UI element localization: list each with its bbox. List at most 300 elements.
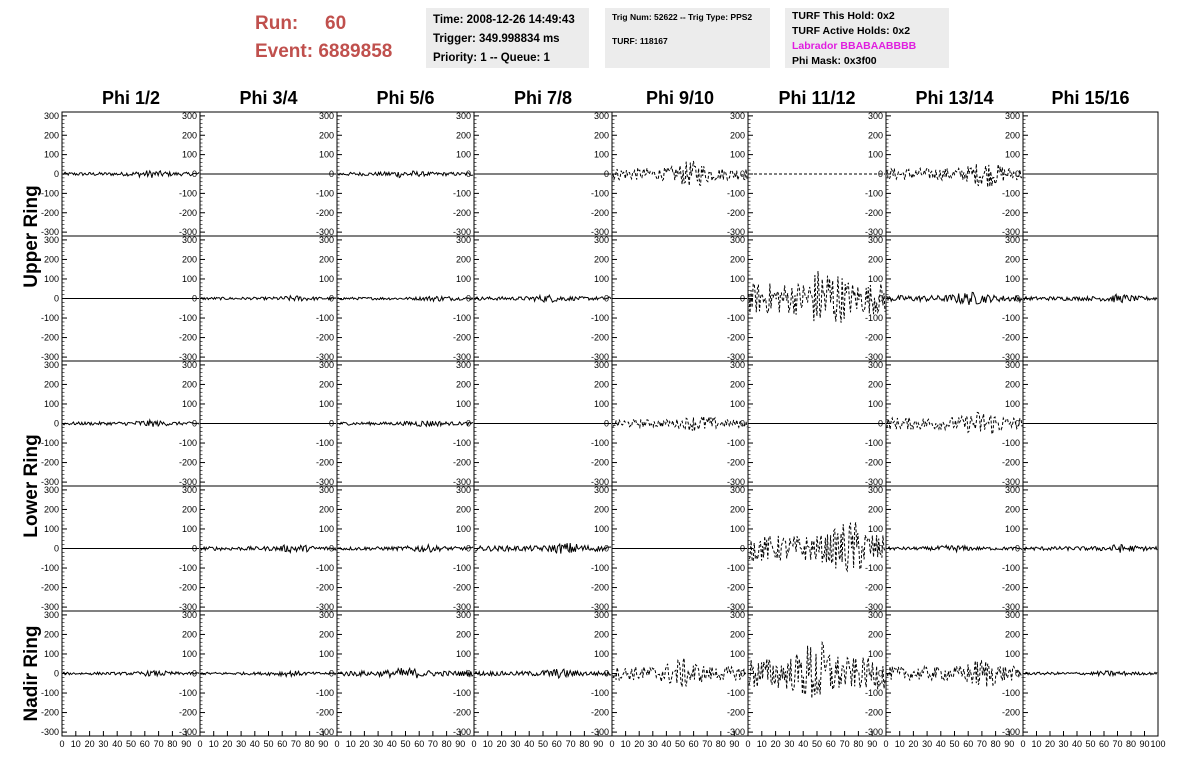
waveform-series: [475, 543, 611, 554]
x-tick-label: 90: [181, 739, 192, 749]
y-tick-label: 100: [729, 273, 745, 284]
y-tick-label: 300: [318, 609, 334, 620]
y-tick-label: 200: [1004, 254, 1020, 265]
x-tick-label: 60: [551, 739, 562, 749]
y-tick-label: 100: [455, 273, 471, 284]
y-tick-label: -300: [315, 352, 334, 363]
y-tick-label: 300: [455, 609, 471, 620]
y-tick-label: 0: [191, 418, 197, 429]
y-tick-label: 0: [191, 169, 197, 179]
y-tick-label: 200: [181, 379, 197, 390]
x-tick-label: 40: [1071, 739, 1083, 749]
y-tick-label: -100: [452, 188, 471, 199]
y-tick-label: 300: [318, 359, 334, 370]
x-tick-label: 40: [386, 739, 397, 749]
y-tick-label: -100: [1001, 313, 1020, 324]
y-tick-label: 100: [181, 398, 197, 409]
x-tick-label: 20: [634, 739, 645, 749]
y-tick-label: 200: [455, 629, 471, 640]
run-label: Run:: [255, 13, 299, 34]
waveform-series: [887, 292, 1022, 305]
y-tick-label: 0: [603, 668, 609, 679]
y-tick-label: -100: [178, 313, 197, 324]
y-tick-label: -200: [1001, 457, 1020, 468]
waveform-series: [887, 412, 1022, 434]
x-tick-label: 40: [935, 739, 946, 749]
y-tick-label: -300: [726, 602, 745, 613]
y-tick-label: 200: [729, 629, 745, 640]
y-tick-label: 300: [1004, 110, 1020, 121]
column-title: Phi 7/8: [513, 88, 573, 108]
y-tick-label: 100: [43, 648, 59, 659]
y-tick-label: -300: [726, 227, 745, 238]
y-tick-label: 0: [465, 293, 471, 304]
time-text: Time: 2008-12-26 14:49:43: [433, 14, 575, 26]
waveform-series: [63, 420, 199, 427]
x-tick-label: 70: [1112, 739, 1123, 749]
x-tick-label: 70: [702, 739, 713, 749]
y-tick-label: -100: [40, 188, 59, 199]
y-tick-label: 0: [328, 543, 334, 554]
y-tick-label: 0: [877, 668, 883, 679]
y-tick-label: -200: [864, 707, 883, 718]
y-tick-label: -300: [590, 727, 609, 738]
y-tick-label: -100: [864, 188, 883, 199]
y-tick-label: -100: [726, 188, 745, 199]
y-tick-label: -300: [590, 602, 609, 613]
y-tick-label: 0: [603, 418, 609, 429]
y-tick-label: -100: [178, 188, 197, 199]
y-tick-label: 200: [729, 379, 745, 390]
waveform-series: [1024, 294, 1157, 302]
column-title: Phi 13/14: [915, 88, 994, 108]
y-tick-label: -100: [864, 688, 883, 699]
y-tick-label: 200: [867, 504, 883, 515]
y-tick-label: 0: [877, 543, 883, 554]
x-tick-label: 80: [715, 739, 726, 749]
y-tick-label: 300: [1004, 234, 1020, 245]
x-tick-label: 40: [798, 739, 809, 749]
y-tick-label: -300: [452, 727, 471, 738]
y-tick-label: 100: [181, 149, 197, 160]
x-tick-label: 50: [811, 739, 823, 749]
y-tick-label: 200: [318, 130, 334, 141]
x-tick-label: 50: [400, 739, 411, 749]
x-tick-label: 80: [441, 739, 452, 749]
y-tick-label: 300: [1004, 359, 1020, 370]
x-tick-label: 80: [304, 739, 315, 749]
y-tick-label: 100: [867, 149, 883, 160]
y-tick-label: -300: [726, 477, 745, 488]
y-tick-label: 200: [867, 629, 883, 640]
y-tick-label: -100: [1001, 563, 1020, 574]
y-tick-label: -200: [178, 582, 197, 593]
y-tick-label: -300: [40, 352, 59, 363]
y-tick-label: -200: [726, 707, 745, 718]
y-tick-label: -200: [315, 582, 334, 593]
y-tick-label: 100: [593, 523, 609, 534]
y-tick-label: -100: [726, 438, 745, 449]
x-tick-label: 70: [839, 739, 850, 749]
y-tick-label: -300: [1001, 477, 1020, 488]
y-tick-label: 100: [455, 648, 471, 659]
waveform-series: [338, 171, 473, 177]
y-tick-label: 300: [729, 234, 745, 245]
trig-text: Trig Num: 52622 -- Trig Type: PPS2: [612, 12, 753, 22]
x-tick-label: 30: [1058, 739, 1069, 749]
x-tick-label: 50: [674, 739, 686, 749]
column-title: Phi 15/16: [1051, 88, 1130, 108]
y-tick-label: 300: [455, 110, 471, 121]
y-tick-label: -100: [1001, 438, 1020, 449]
y-tick-label: -200: [315, 707, 334, 718]
y-tick-label: -300: [452, 602, 471, 613]
x-tick-label: 40: [249, 739, 260, 749]
y-tick-label: -200: [452, 707, 471, 718]
y-tick-label: -100: [315, 688, 334, 699]
y-tick-label: -100: [315, 313, 334, 324]
x-tick-label: 10: [345, 739, 356, 749]
y-tick-label: -300: [726, 727, 745, 738]
y-tick-label: 300: [181, 234, 197, 245]
waveform-series: [1024, 545, 1157, 553]
y-tick-label: 100: [729, 149, 745, 160]
x-tick-label: 90: [1004, 739, 1015, 749]
y-tick-label: 300: [181, 359, 197, 370]
x-tick-label: 20: [84, 739, 95, 749]
y-tick-label: -300: [1001, 352, 1020, 363]
trigger-text: Trigger: 349.998834 ms: [433, 33, 560, 45]
y-tick-label: 100: [43, 149, 59, 160]
x-tick-label: 0: [334, 739, 340, 749]
y-tick-label: 100: [729, 398, 745, 409]
x-tick-label: 90: [729, 739, 740, 749]
waveform-series: [338, 418, 473, 429]
y-tick-label: 0: [328, 418, 334, 429]
y-tick-label: 0: [53, 293, 59, 304]
x-tick-label: 40: [112, 739, 123, 749]
y-tick-label: -200: [864, 457, 883, 468]
y-tick-label: -200: [590, 457, 609, 468]
y-tick-label: 200: [593, 130, 609, 141]
x-tick-label: 90: [318, 739, 329, 749]
y-tick-label: 0: [603, 169, 609, 179]
turf-this-hold: TURF This Hold: 0x2: [792, 10, 895, 22]
x-tick-label: 80: [579, 739, 590, 749]
y-tick-label: 100: [1004, 398, 1020, 409]
x-tick-label: 80: [1125, 739, 1137, 749]
y-tick-label: -100: [726, 563, 745, 574]
y-tick-label: 200: [593, 629, 609, 640]
x-tick-label: 20: [359, 739, 370, 749]
y-tick-label: -200: [726, 207, 745, 218]
y-tick-label: -200: [590, 707, 609, 718]
x-tick-label: 20: [496, 739, 507, 749]
y-tick-label: 200: [455, 130, 471, 141]
x-tick-label: 50: [125, 739, 137, 749]
y-tick-label: 300: [729, 609, 745, 620]
y-tick-label: -300: [40, 477, 59, 488]
column-title: Phi 1/2: [101, 88, 161, 108]
y-tick-label: -200: [315, 207, 334, 218]
row-label: Upper Ring: [21, 185, 42, 288]
y-tick-label: 0: [1014, 543, 1020, 554]
waveform-series: [475, 669, 611, 678]
y-tick-label: 300: [593, 110, 609, 121]
y-tick-label: -300: [178, 602, 197, 613]
y-tick-label: -300: [1001, 727, 1020, 738]
x-tick-label: 50: [949, 739, 960, 749]
turf-text: TURF: 118167: [612, 36, 668, 46]
waveform-series: [201, 545, 336, 552]
x-tick-label: 10: [756, 739, 767, 749]
y-tick-label: -300: [315, 227, 334, 238]
y-tick-label: -100: [40, 438, 59, 449]
y-tick-label: 200: [43, 130, 59, 141]
y-tick-label: -100: [452, 313, 471, 324]
y-tick-label: -100: [40, 563, 59, 574]
y-tick-label: 100: [729, 523, 745, 534]
y-tick-label: -200: [178, 332, 197, 343]
y-tick-label: 100: [43, 273, 59, 284]
y-tick-label: 0: [1014, 293, 1020, 304]
y-tick-label: 100: [455, 149, 471, 160]
y-tick-label: -100: [178, 688, 197, 699]
y-tick-label: 100: [1004, 149, 1020, 160]
y-tick-label: 300: [181, 609, 197, 620]
y-tick-label: -300: [452, 227, 471, 238]
y-tick-label: -200: [40, 207, 59, 218]
y-tick-label: -200: [590, 207, 609, 218]
y-tick-label: 300: [455, 234, 471, 245]
y-tick-label: -100: [452, 688, 471, 699]
column-title: Phi 5/6: [376, 88, 435, 108]
y-tick-label: 300: [181, 484, 197, 495]
y-tick-label: 300: [593, 609, 609, 620]
waveform-series: [338, 545, 473, 552]
y-tick-label: 200: [729, 254, 745, 265]
y-tick-label: 100: [318, 149, 334, 160]
y-tick-label: -100: [315, 438, 334, 449]
y-tick-label: -100: [864, 563, 883, 574]
x-tick-label: 60: [1098, 739, 1110, 749]
y-tick-label: -300: [315, 477, 334, 488]
y-tick-label: 0: [739, 668, 745, 679]
y-tick-label: 200: [593, 504, 609, 515]
y-tick-label: -200: [864, 582, 883, 593]
y-tick-label: -200: [40, 332, 59, 343]
y-tick-label: 0: [53, 668, 59, 679]
y-tick-label: -300: [590, 227, 609, 238]
y-tick-label: 300: [43, 359, 59, 370]
y-tick-label: 200: [593, 254, 609, 265]
y-tick-label: 100: [593, 149, 609, 160]
y-tick-label: 200: [181, 504, 197, 515]
y-tick-label: -100: [315, 563, 334, 574]
y-tick-label: -300: [726, 352, 745, 363]
y-tick-label: 0: [53, 543, 59, 554]
waveform-series: [613, 416, 747, 431]
y-tick-label: 300: [867, 359, 883, 370]
y-tick-label: 200: [455, 504, 471, 515]
waveform-series: [1024, 671, 1157, 676]
y-tick-label: 300: [867, 110, 883, 121]
row-label: Nadir Ring: [21, 625, 42, 722]
y-tick-label: 200: [1004, 379, 1020, 390]
y-tick-label: 100: [867, 648, 883, 659]
y-tick-label: -300: [452, 352, 471, 363]
x-tick-label: 80: [990, 739, 1001, 749]
x-tick-label: 70: [153, 739, 164, 749]
y-tick-label: -200: [864, 207, 883, 218]
x-tick-label: 90: [593, 739, 604, 749]
y-tick-label: -200: [1001, 707, 1020, 718]
waveform-series: [613, 658, 747, 687]
y-tick-label: -300: [864, 227, 883, 238]
y-tick-label: -200: [1001, 332, 1020, 343]
y-tick-label: -200: [178, 207, 197, 218]
waveform-series: [63, 671, 199, 676]
y-tick-label: 300: [867, 609, 883, 620]
x-tick-label: 40: [661, 739, 672, 749]
y-tick-label: -300: [864, 477, 883, 488]
y-tick-label: -300: [178, 227, 197, 238]
y-tick-label: 200: [455, 379, 471, 390]
x-tick-label: 10: [894, 739, 905, 749]
y-tick-label: -300: [40, 227, 59, 238]
y-tick-label: 100: [593, 398, 609, 409]
y-tick-label: 100: [181, 648, 197, 659]
y-tick-label: -200: [40, 707, 59, 718]
y-tick-label: -300: [864, 602, 883, 613]
y-tick-label: 100: [43, 398, 59, 409]
y-tick-label: -100: [452, 438, 471, 449]
x-tick-label: 10: [70, 739, 81, 749]
x-tick-label: 70: [976, 739, 987, 749]
x-tick-label: 0: [59, 739, 65, 749]
y-tick-label: 300: [729, 110, 745, 121]
run-value: 60: [325, 13, 347, 34]
y-tick-label: 300: [318, 234, 334, 245]
column-title: Phi 3/4: [239, 88, 298, 108]
waveform-series: [887, 545, 1022, 551]
y-tick-label: 200: [181, 254, 197, 265]
x-tick-label: 10: [208, 739, 219, 749]
x-tick-label: 0: [1020, 739, 1026, 749]
y-tick-label: 0: [465, 668, 471, 679]
x-tick-label: 20: [770, 739, 781, 749]
y-tick-label: 0: [877, 169, 883, 179]
y-tick-label: -300: [178, 352, 197, 363]
y-tick-label: -300: [590, 477, 609, 488]
row-label: Lower Ring: [21, 434, 42, 538]
y-tick-label: 0: [328, 668, 334, 679]
x-tick-label: 60: [277, 739, 288, 749]
x-tick-label: 30: [647, 739, 658, 749]
y-tick-label: 0: [191, 543, 197, 554]
y-tick-label: 100: [43, 523, 59, 534]
y-tick-label: 100: [318, 273, 334, 284]
y-tick-label: -200: [1001, 582, 1020, 593]
y-tick-label: -100: [178, 438, 197, 449]
waveform-series: [338, 668, 473, 678]
x-tick-label: 0: [745, 739, 751, 749]
y-tick-label: -300: [315, 602, 334, 613]
y-tick-label: 100: [593, 648, 609, 659]
y-tick-label: 300: [867, 484, 883, 495]
y-tick-label: -200: [40, 582, 59, 593]
y-tick-label: 300: [1004, 609, 1020, 620]
y-tick-label: -200: [315, 457, 334, 468]
y-tick-label: -300: [864, 352, 883, 363]
y-tick-label: -100: [40, 688, 59, 699]
y-tick-label: -300: [590, 352, 609, 363]
x-tick-label: 20: [908, 739, 919, 749]
y-tick-label: 100: [867, 523, 883, 534]
y-tick-label: 100: [181, 273, 197, 284]
event-label: Event:: [255, 41, 314, 62]
y-tick-label: -100: [590, 188, 609, 199]
y-tick-label: -100: [590, 688, 609, 699]
y-tick-label: -300: [864, 727, 883, 738]
x-tick-label: 90: [455, 739, 466, 749]
y-tick-label: -200: [178, 457, 197, 468]
column-title: Phi 9/10: [645, 88, 715, 108]
y-tick-label: 300: [43, 234, 59, 245]
y-tick-label: 100: [181, 523, 197, 534]
y-tick-label: -100: [864, 313, 883, 324]
y-tick-label: 300: [729, 484, 745, 495]
y-tick-label: -100: [452, 563, 471, 574]
y-tick-label: 200: [318, 504, 334, 515]
y-tick-label: 200: [1004, 504, 1020, 515]
y-tick-label: 300: [1004, 484, 1020, 495]
y-tick-label: 0: [1014, 668, 1020, 679]
y-tick-label: -300: [178, 477, 197, 488]
y-tick-label: 300: [455, 359, 471, 370]
y-tick-label: 0: [328, 293, 334, 304]
x-tick-label: 60: [139, 739, 150, 749]
y-tick-label: 0: [53, 169, 59, 179]
y-tick-label: 200: [43, 379, 59, 390]
y-tick-label: 200: [43, 254, 59, 265]
y-tick-label: 0: [465, 418, 471, 429]
y-tick-label: 100: [1004, 523, 1020, 534]
turf-active-holds: TURF Active Holds: 0x2: [792, 25, 911, 37]
y-tick-label: -100: [590, 313, 609, 324]
priority-text: Priority: 1 -- Queue: 1: [433, 52, 550, 64]
y-tick-label: 0: [1014, 418, 1020, 429]
x-tick-label: 30: [98, 739, 109, 749]
y-tick-label: -200: [452, 457, 471, 468]
y-tick-label: 0: [191, 668, 197, 679]
event-value: 6889858: [318, 41, 393, 62]
waveform-series: [887, 661, 1022, 687]
x-tick-label: 60: [414, 739, 425, 749]
y-tick-label: 0: [877, 293, 883, 304]
y-tick-label: 300: [593, 484, 609, 495]
y-tick-label: 0: [465, 543, 471, 554]
y-tick-label: 0: [328, 169, 334, 179]
y-tick-label: 300: [867, 234, 883, 245]
y-tick-label: 100: [318, 523, 334, 534]
waveform-series: [475, 295, 611, 302]
y-tick-label: -100: [315, 188, 334, 199]
y-tick-label: -200: [452, 582, 471, 593]
y-tick-label: 0: [603, 293, 609, 304]
y-tick-label: -300: [452, 477, 471, 488]
y-tick-label: 200: [181, 629, 197, 640]
